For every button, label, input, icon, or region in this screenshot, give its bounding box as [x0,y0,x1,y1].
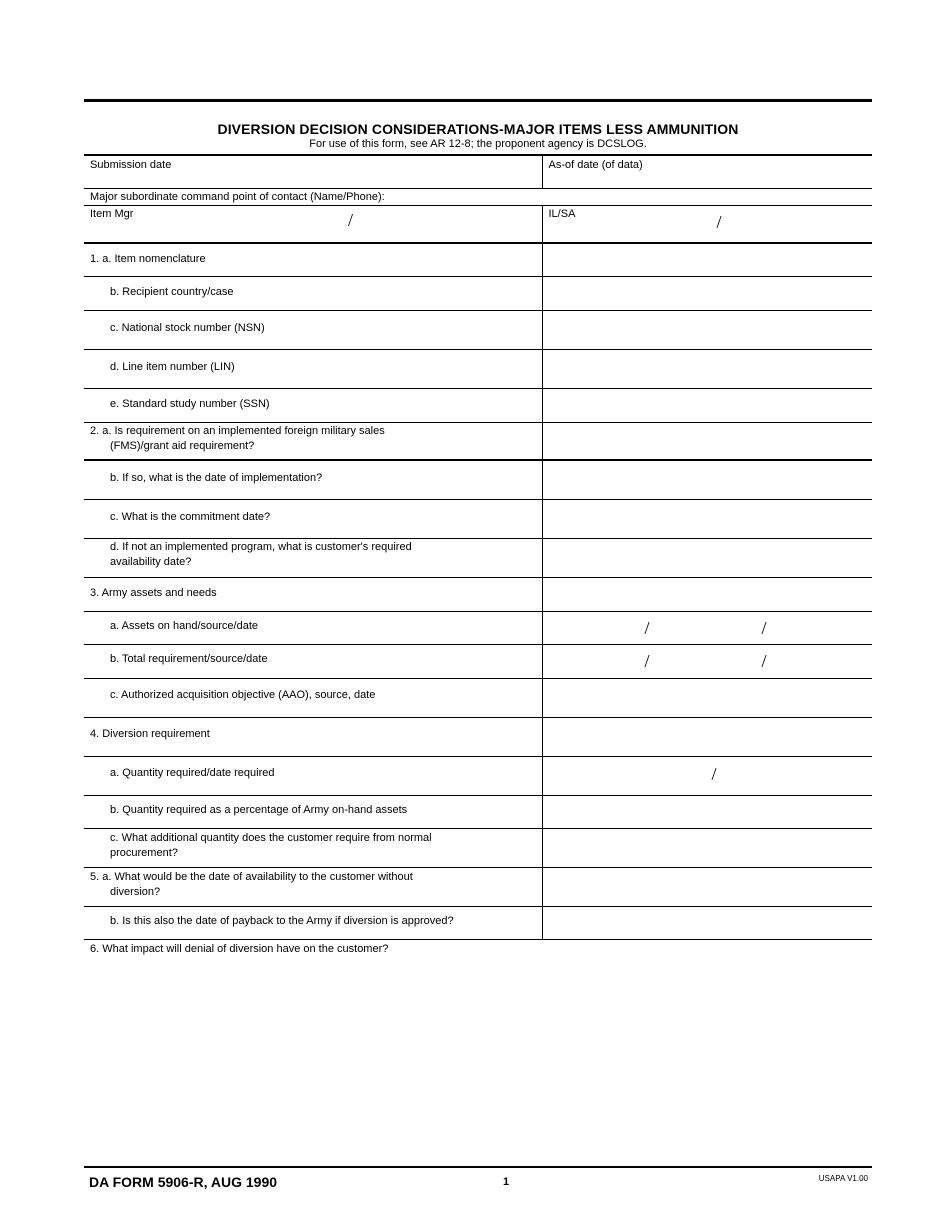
question-2d: d. If not an implemented program, what is customer's required availability date? [84,538,542,577]
question-3c: c. Authorized acquisition objective (AAO), source, date [84,678,542,717]
question-1b: b. Recipient country/case [84,276,542,310]
slash-separator: / [644,650,650,671]
answer-1c[interactable] [542,310,872,349]
ilsa-field[interactable] [542,205,872,243]
ilsa-label: IL/SA [548,207,576,220]
question-3: 3. Army assets and needs [84,577,542,611]
question-4b: b. Quantity required as a percentage of Army on-hand assets [84,795,542,828]
poc-row [84,188,872,205]
question-6-field[interactable] [84,939,872,1149]
answer-3b[interactable] [542,644,872,678]
answer-5a[interactable] [542,867,872,906]
question-3a: a. Assets on hand/source/date [84,611,542,644]
question-1c: c. National stock number (NSN) [84,310,542,349]
slash-separator: / [761,650,767,671]
slash-separator: / [761,617,767,638]
slash-separator: / [644,617,650,638]
question-2c: c. What is the commitment date? [84,499,542,538]
answer-1d[interactable] [542,349,872,388]
poc-label: Major subordinate command point of contact (Name/Phone): [90,190,385,203]
top-rule [84,99,872,102]
form-subtitle: For use of this form, see AR 12-8; the proponent agency is DCSLOG. [309,138,647,150]
question-3b: b. Total requirement/source/date [84,644,542,678]
answer-3[interactable] [542,577,872,611]
question-6: 6. What impact will denial of diversion have on the customer? [90,942,389,955]
as-of-date-field[interactable] [542,155,872,188]
answer-2b[interactable] [542,460,872,499]
question-4a: a. Quantity required/date required [84,756,542,795]
answer-2a[interactable] [542,422,872,460]
question-2a: 2. a. Is requirement on an implemented foreign military sales (FMS)/grant aid requirement? [84,422,542,460]
answer-1b[interactable] [542,276,872,310]
answer-3c[interactable] [542,678,872,717]
answer-5b[interactable] [542,906,872,939]
answer-4c[interactable] [542,828,872,867]
answer-4a[interactable] [542,756,872,795]
form-title: DIVERSION DECISION CONSIDERATIONS-MAJOR ITEMS LESS AMMUNITION [217,121,739,137]
version-label: USAPA V1.00 [818,1174,868,1183]
submission-date-label: Submission date [90,159,172,171]
submission-date-field[interactable] [84,155,542,188]
answer-4[interactable] [542,717,872,756]
question-4c: c. What additional quantity does the customer require from normal procurement? [84,828,542,867]
question-5b: b. Is this also the date of payback to the Army if diversion is approved? [84,906,542,939]
answer-3a[interactable] [542,611,872,644]
item-mgr-label: Item Mgr [90,207,134,220]
answer-4b[interactable] [542,795,872,828]
question-1d: d. Line item number (LIN) [84,349,542,388]
answer-2c[interactable] [542,499,872,538]
question-1a: 1. a. Item nomenclature [84,243,542,276]
answer-2d[interactable] [542,538,872,577]
page-number: 1 [503,1176,510,1188]
answer-1e[interactable] [542,388,872,422]
question-5a: 5. a. What would be the date of availability to the customer without diversion? [84,867,542,906]
form-footer [84,1166,872,1190]
question-2b: b. If so, what is the date of implementation? [84,460,542,499]
as-of-date-label: As-of date (of data) [548,159,643,171]
form-table [84,154,872,1149]
question-1e: e. Standard study number (SSN) [84,388,542,422]
slash-separator: / [716,211,722,232]
answer-1a[interactable] [542,243,872,276]
slash-separator: / [348,209,354,230]
item-mgr-field[interactable] [84,205,542,243]
form-number: DA FORM 5906-R, AUG 1990 [89,1174,278,1190]
question-4: 4. Diversion requirement [84,717,542,756]
form-body [84,99,872,1149]
slash-separator: / [711,763,717,784]
